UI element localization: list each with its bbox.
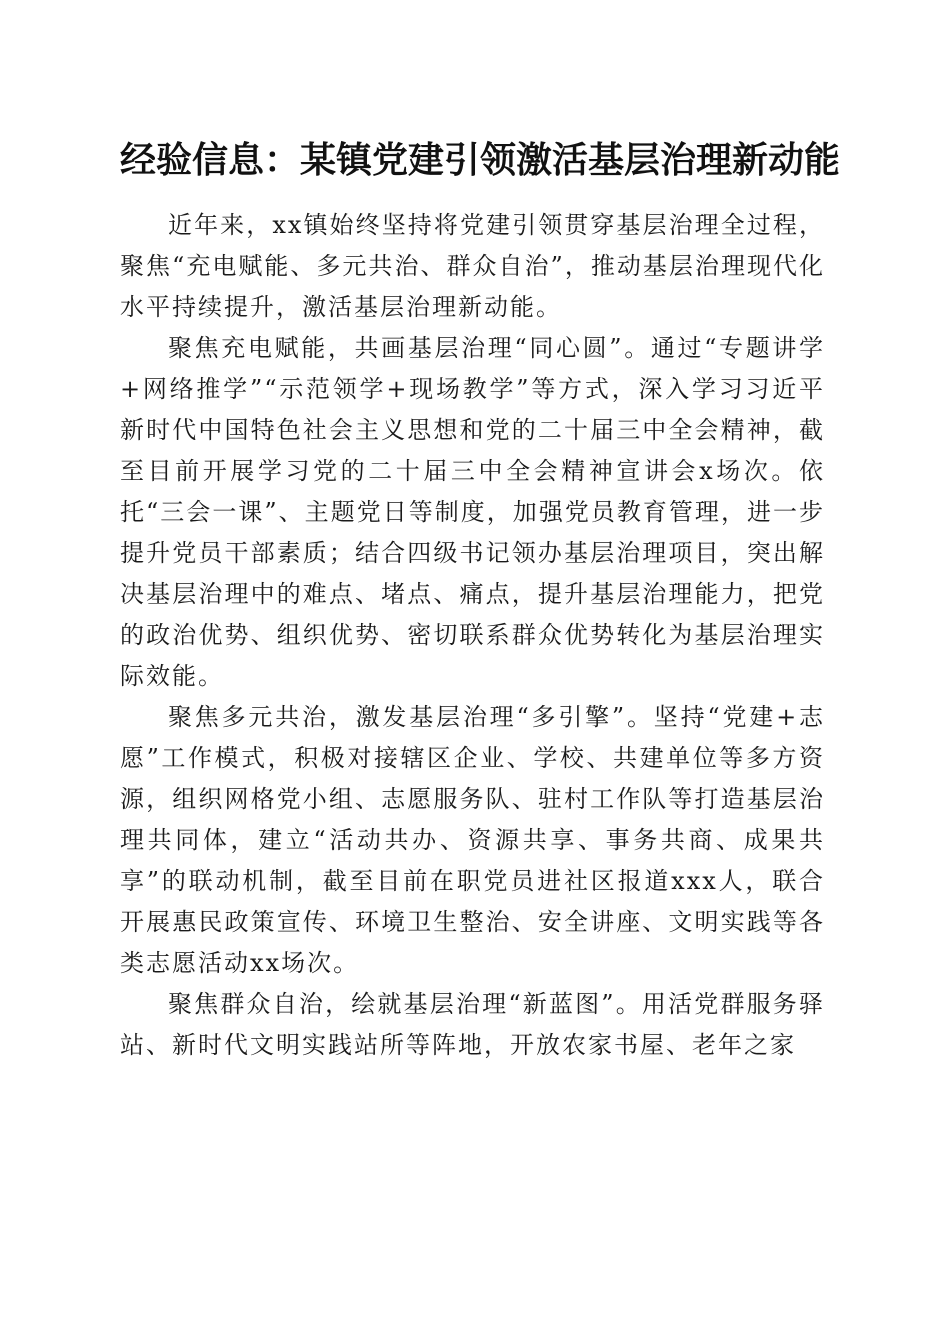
document-body <box>120 205 825 1066</box>
paragraph-co-governance: 聚焦多元共治，激发基层治理“多引擎”。坚持“党建+志愿”工作模式，积极对接辖区企业、学校、共建单位等多方资源，组织网格党小组、志愿服务队、驻村工作队等打造基层治理共同体，建立“活动共办、资源共享、事务共商、成果共享”的联动机制，截至目前在职党员进社区报道xxx人，联合开展惠民政策宣传、环境卫生整治、安全讲座、文明实践等各类志愿活动xx场次。 <box>120 703 825 977</box>
document-title: 经验信息：某镇党建引领激活基层治理新动能 <box>120 139 841 181</box>
paragraph-self-governance: 聚焦群众自治，绘就基层治理“新蓝图”。用活党群服务驿站、新时代文明实践站所等阵地，开放农家书屋、老年之家 <box>120 990 825 1059</box>
paragraph-intro: 近年来，xx镇始终坚持将党建引领贯穿基层治理全过程，聚焦“充电赋能、多元共治、群众自治”，推动基层治理现代化水平持续提升，激活基层治理新动能。 <box>120 211 825 321</box>
paragraph-empowerment: 聚焦充电赋能，共画基层治理“同心圆”。通过“专题讲学+网络推学”“示范领学+现场教学”等方式，深入学习习近平新时代中国特色社会主义思想和党的二十届三中全会精神，截至目前开展学习党的二十届三中全会精神宣讲会x场次。依托“三会一课”、主题党日等制度，加强党员教育管理，进一步提升党员干部素质；结合四级书记领办基层治理项目，突出解决基层治理中的难点、堵点、痛点，提升基层治理能力，把党的政治优势、组织优势、密切联系群众优势转化为基层治理实际效能。 <box>120 334 825 690</box>
